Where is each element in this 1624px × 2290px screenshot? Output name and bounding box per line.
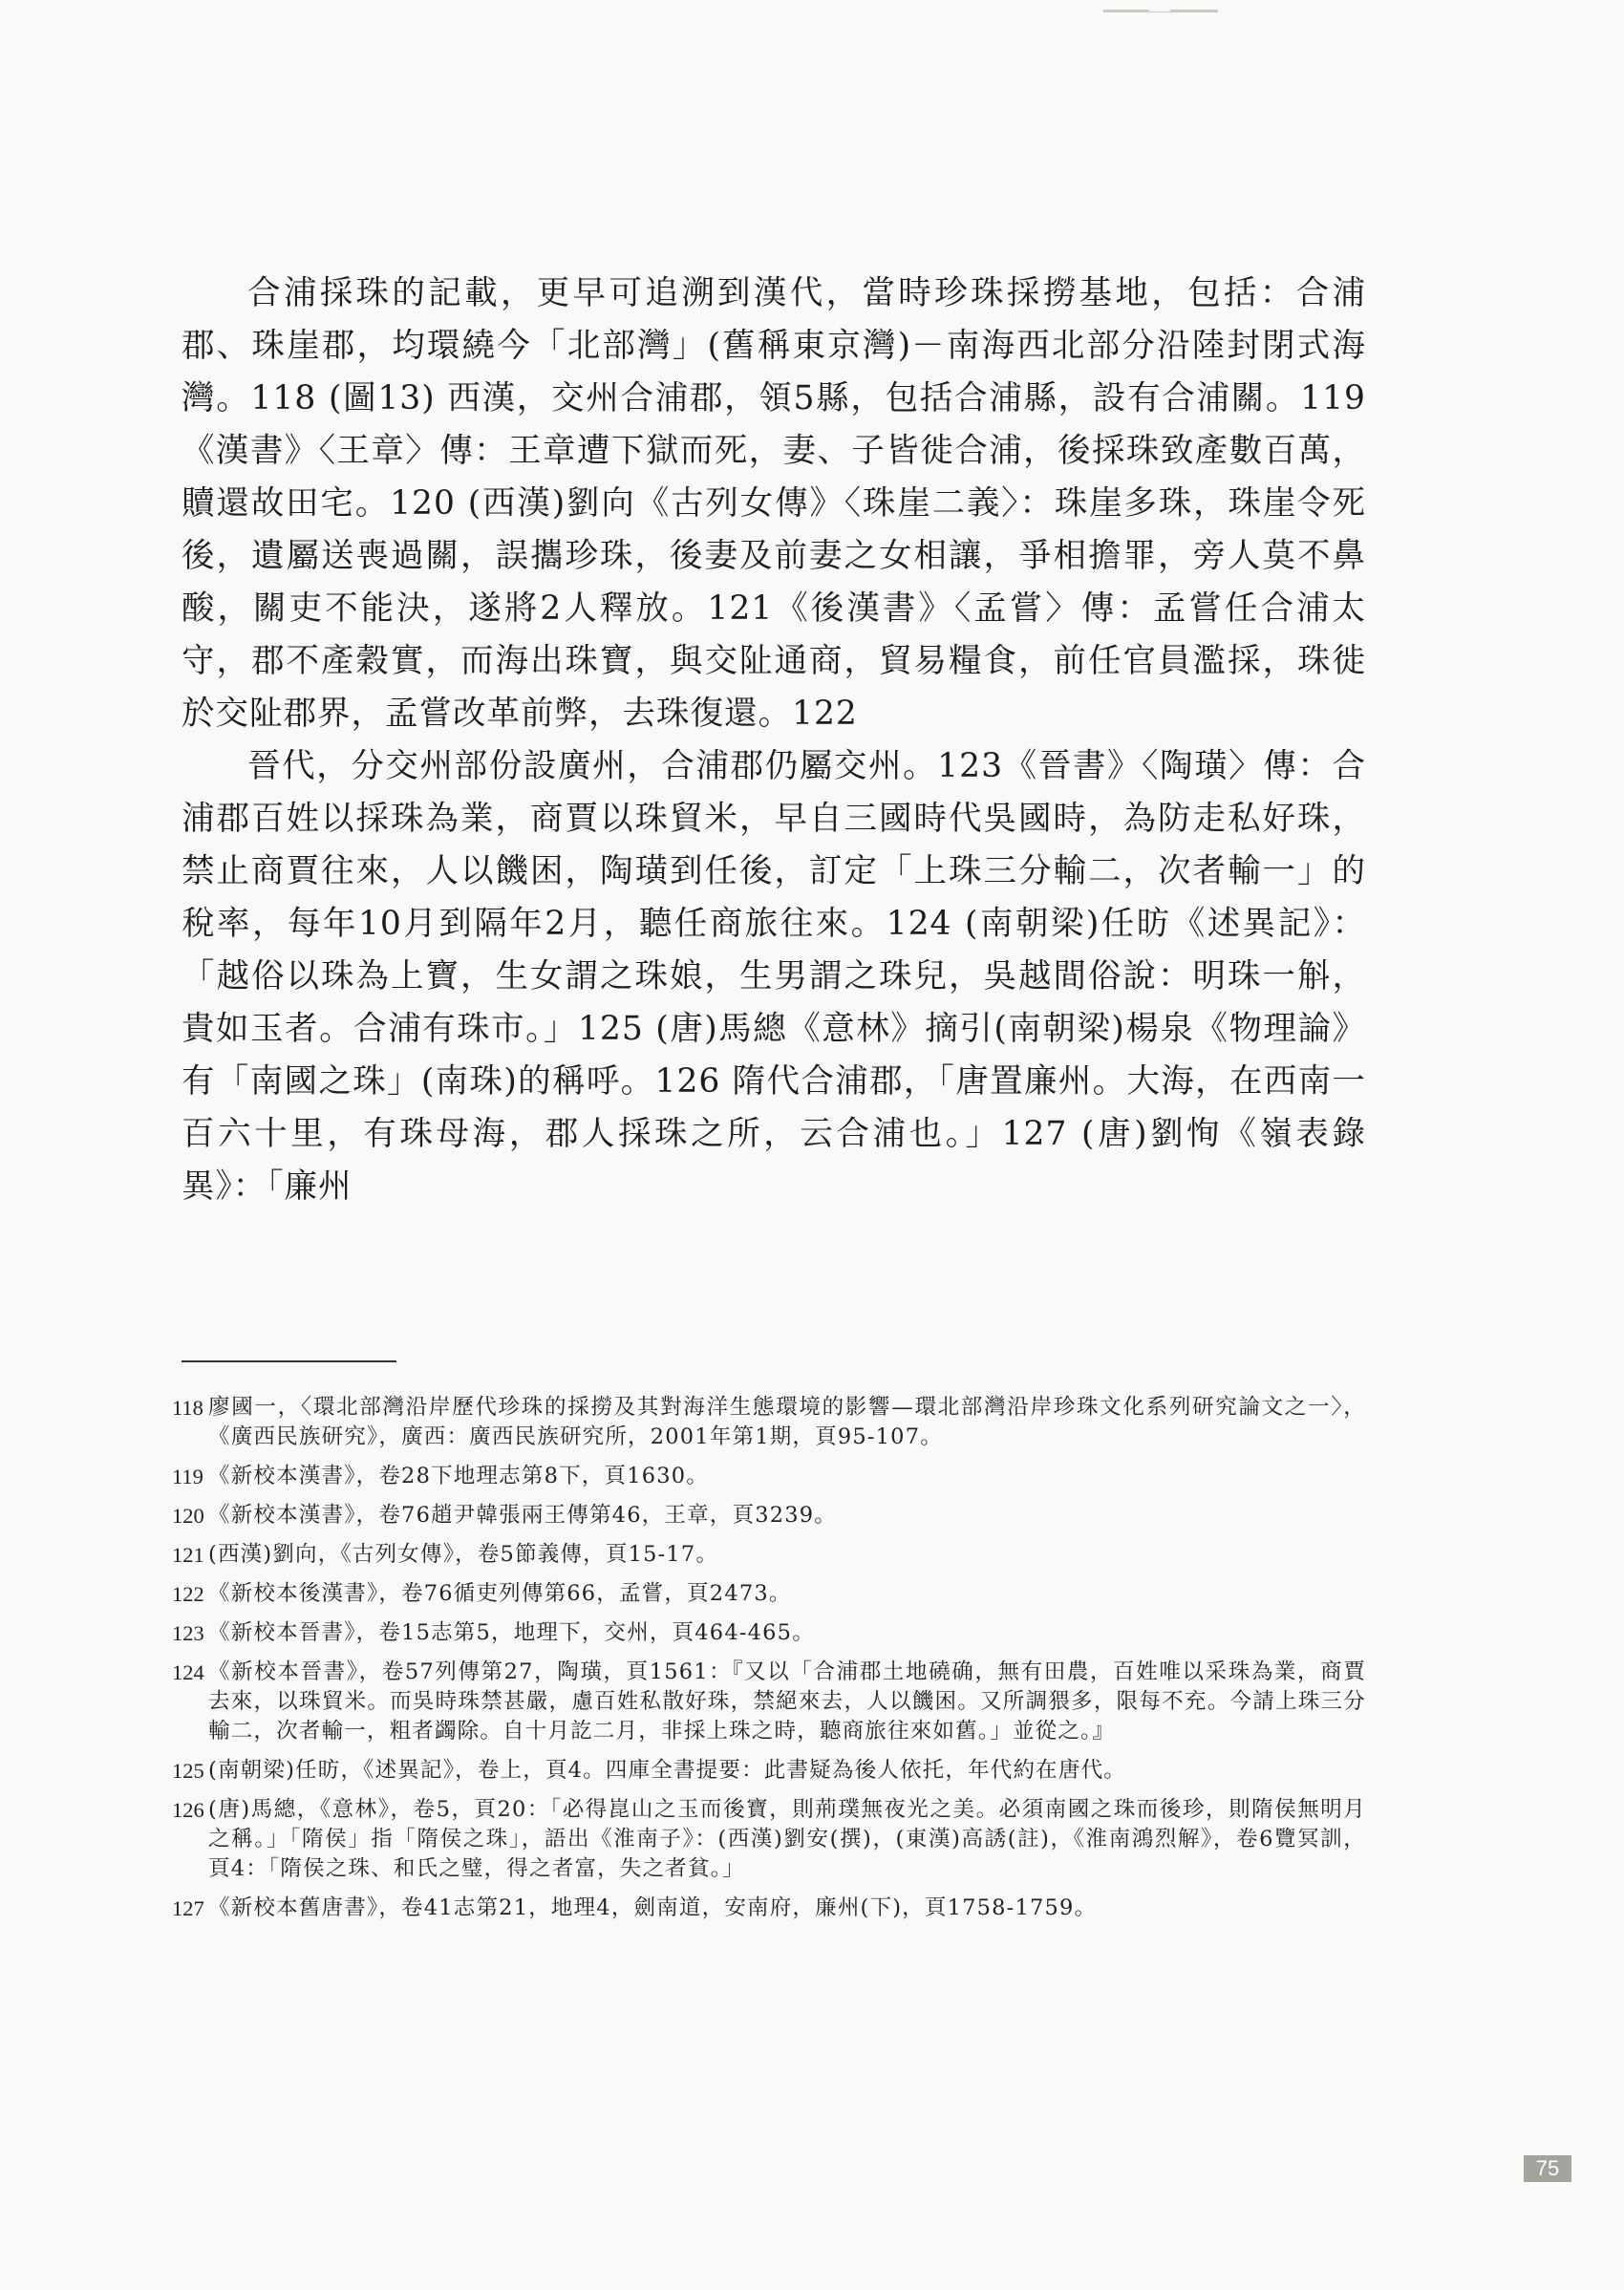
footnote [172,1462,1366,1491]
footnote [172,1795,1366,1884]
footnote-text: 《新校本舊唐書》，卷41志第21，地理4，劍南道，安南府，廉州(下)，頁1758-1759。 [208,1895,1098,1920]
footnote-text: 《新校本晉書》，卷15志第5，地理下，交州，頁464-465。 [208,1620,815,1645]
footnote-text: (唐)馬總，《意林》，卷5，頁20：「必得崑山之玉而後寶，則荊璞無夜光之美。必須南國之珠而後珍，則隋侯無明月之稱。」「隋侯」指「隋侯之珠」，語出《淮南子》：(西漢)劉安(撰)，(東漢)高誘(註)，《淮南鴻烈解》，卷6覽冥訓，頁4：「隋侯之珠、和氏之璧，得之者富，失之者貧。」 [208,1797,1366,1881]
body-text [182,268,1366,1213]
paragraph-1: 合浦採珠的記載，更早可追溯到漢代，當時珍珠採撈基地，包括：合浦郡、珠崖郡，均環繞今「北部灣」(舊稱東京灣)－南海西北部分沿陸封閉式海灣。118 (圖13) 西漢，交州合浦郡，領5縣，包括合浦縣，設有合浦關。119《漢書》〈王章〉傳：王章遭下獄而死，妻、子皆徙合浦，後採珠致產數百萬，贖還故田宅。120 (西漢)劉向《古列女傳》〈珠崖二義〉：珠崖多珠，珠崖令死後，遺屬送喪過關，誤攜珍珠，後妻及前妻之女相讓，爭相擔罪，旁人莫不鼻酸，關吏不能決，遂將2人釋放。121《後漢書》〈孟嘗〉傳：孟嘗任合浦太守，郡不產穀實，而海出珠寶，與交阯通商，貿易糧食，前任官員濫採，珠徙於交阯郡界，孟嘗改革前弊，去珠復還。122 [182,274,1366,733]
footnote-number: 120 [172,1504,204,1528]
footnote-text: 《新校本後漢書》，卷76循吏列傳第66，孟嘗，頁2473。 [208,1581,792,1606]
footnote [172,1756,1366,1786]
footnote-number: 123 [172,1621,204,1645]
footnote-number: 125 [172,1759,204,1783]
top-edge-mark [1103,0,1218,12]
footnote-text: 《新校本漢書》，卷76趙尹韓張兩王傳第46，王章，頁3239。 [208,1503,837,1528]
page-number: 75 [1524,2155,1571,2182]
footnote [172,1579,1366,1609]
footnote-text: 《新校本晉書》，卷57列傳第27，陶璜，頁1561：『又以「合浦郡土地磽确，無有田農，百姓唯以采珠為業，商賈去來，以珠貿米。而吳時珠禁甚嚴，慮百姓私散好珠，禁絕來去，人以饑困。又所調猥多，限每不充。今請上珠三分輸二，次者輸一，粗者蠲除。自十月訖二月，非採上珠之時，聽商旅往來如舊。」並從之。』 [208,1659,1366,1744]
footnote [172,1393,1366,1452]
footnote-number: 119 [172,1465,203,1488]
footnote [172,1658,1366,1746]
footnote-number: 127 [172,1896,204,1920]
footnote [172,1501,1366,1530]
footnote-number: 124 [172,1660,204,1684]
footnote-text: (南朝梁)任昉，《述異記》，卷上，頁4。四庫全書提要：此書疑為後人依托，年代約在唐代。 [208,1758,1126,1783]
footnotes [172,1393,1366,1933]
footnote-divider [182,1360,396,1362]
paragraph-2: 晉代，分交州部份設廣州，合浦郡仍屬交州。123《晉書》〈陶璜〉傳：合浦郡百姓以採珠為業，商賈以珠貿米，早自三國時代吳國時，為防走私好珠，禁止商賈往來，人以饑困，陶璜到任後，訂定「上珠三分輸二，次者輸一」的稅率，每年10月到隔年2月，聽任商旅往來。124 (南朝梁)任昉《述異記》：「越俗以珠為上寶，生女謂之珠娘，生男謂之珠兒，吳越間俗說：明珠一斛，貴如玉者。合浦有珠市。」125 (唐)馬總《意林》摘引(南朝梁)楊泉《物理論》有「南國之珠」(南珠)的稱呼。126 隋代合浦郡，「唐置廉州。大海，在西南一百六十里，有珠母海，郡人採珠之所，云合浦也。」127 (唐)劉恂《嶺表錄異》：「廉州 [182,747,1366,1206]
footnote [172,1540,1366,1570]
footnote-number: 121 [172,1543,204,1567]
footnote-text: 廖國一，〈環北部灣沿岸歷代珍珠的採撈及其對海洋生態環境的影響—環北部灣沿岸珍珠文化系列研究論文之一〉，《廣西民族研究》，廣西：廣西民族研究所，2001年第1期，頁95-107。 [208,1395,1366,1449]
footnote-text: 《新校本漢書》，卷28下地理志第8下，頁1630。 [208,1464,709,1488]
footnote [172,1894,1366,1923]
footnote-number: 126 [172,1798,204,1822]
footnote-number: 122 [172,1582,204,1606]
footnote-number: 118 [172,1396,203,1420]
footnote-text: (西漢)劉向，《古列女傳》，卷5節義傳，頁15-17。 [208,1542,719,1567]
footnote [172,1618,1366,1648]
